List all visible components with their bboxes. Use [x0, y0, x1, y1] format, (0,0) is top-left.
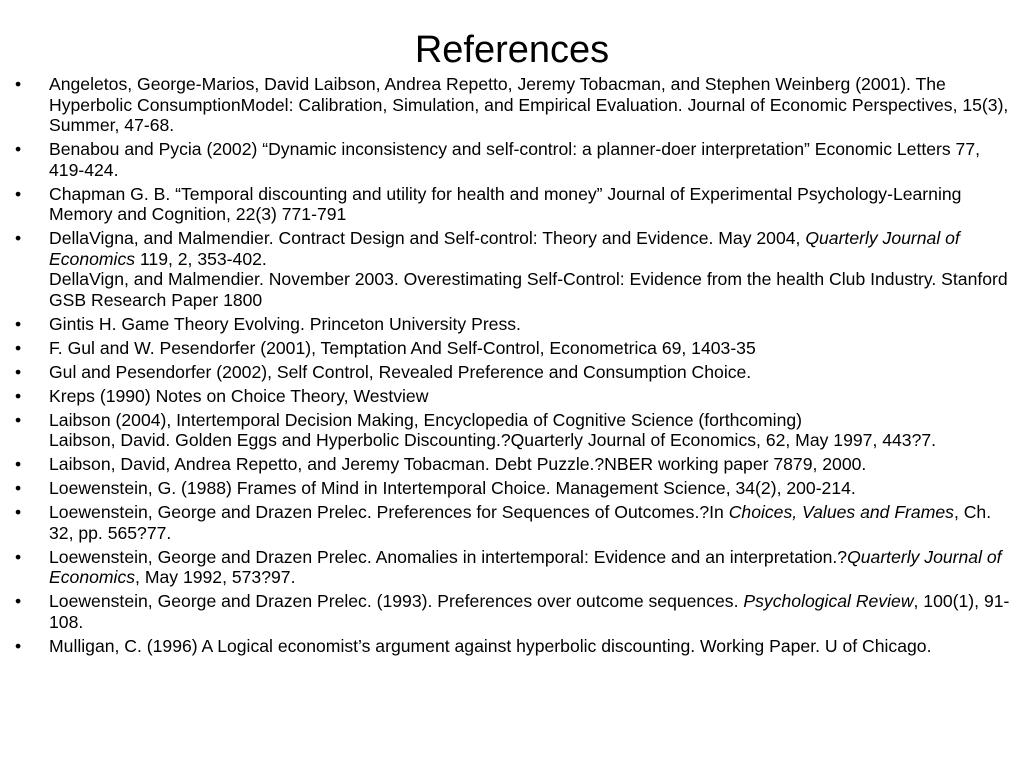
bullet-icon: • [15, 502, 22, 522]
reference-line [49, 502, 1010, 543]
reference-segment: Angeletos, George-Marios, David Laibson, Andrea Repetto, Jeremy Tobacman, and Stephen Weinberg (2001). The Hyperbolic ConsumptionModel: Calibration, Simulation, and Empirical Evaluation. Journal of Economic Perspectives, 15(3), Summer, 47-68. [49, 74, 1009, 135]
reference-line [49, 184, 1010, 225]
reference-text [49, 636, 1010, 657]
reference-italic-title: Psychological Review [743, 591, 914, 611]
bullet-icon: • [15, 385, 22, 406]
bullet-icon: • [15, 409, 22, 430]
reference-segment: DellaVign, and Malmendier. November 2003. Overestimating Self-Control: Evidence from the health Club Industry. Stanford GSB Research Paper 1800 [49, 269, 1008, 310]
reference-text [49, 454, 1010, 475]
reference-segment: Loewenstein, G. (1988) Frames of Mind in Intertemporal Choice. Management Science, 34(2), 200-214. [49, 478, 856, 498]
reference-italic-title: Quarterly Journal of Economics [49, 228, 960, 269]
reference-item [0, 338, 1024, 359]
reference-item [0, 184, 1024, 225]
reference-segment: , May 1992, 573?97. [135, 567, 296, 587]
reference-line [49, 338, 1010, 359]
bullet-icon: • [15, 361, 22, 382]
reference-text [49, 478, 1010, 499]
reference-line [49, 591, 1010, 632]
reference-segment: Gintis H. Game Theory Evolving. Princeton University Press. [49, 313, 521, 334]
reference-text [49, 139, 1010, 180]
reference-text [49, 228, 1010, 310]
reference-segment: 119, 2, 353-402. [135, 248, 267, 269]
reference-text [49, 502, 1010, 543]
reference-text [49, 74, 1010, 136]
reference-segment: DellaVigna, and Malmendier. Contract Design and Self-control: Theory and Evidence. May 2004, [49, 228, 806, 248]
reference-italic-title: Quarterly Journal of Economics [49, 546, 1002, 587]
reference-line [49, 636, 1010, 657]
reference-segment: , Ch. 32, pp. 565?77. [49, 502, 992, 543]
reference-line [49, 547, 1010, 588]
reference-segment: Mulligan, C. (1996) A Logical economist’s argument against hyperbolic discounting. Working Paper. U of Chicago. [49, 635, 932, 656]
reference-text [49, 362, 1010, 383]
reference-line [49, 430, 1010, 451]
reference-text [49, 386, 1010, 407]
reference-segment: Loewenstein, George and Drazen Prelec. Preferences for Sequences of Outcomes.?In [49, 502, 729, 522]
reference-line [49, 454, 1010, 475]
bullet-icon: • [15, 139, 22, 159]
reference-text [49, 184, 1010, 225]
reference-segment: Chapman G. B. “Temporal discounting and utility for health and money” Journal of Experimental Psychology-Learning Memory and Cognition, 22(3) 771-791 [49, 183, 962, 224]
reference-text [49, 547, 1010, 588]
bullet-icon: • [15, 74, 22, 94]
reference-text [49, 410, 1010, 451]
reference-italic-title: Choices, Values and Frames [728, 502, 954, 522]
reference-segment: Loewenstein, George and Drazen Prelec. Anomalies in intertemporal: Evidence and an interpretation.? [49, 546, 848, 567]
reference-item [0, 386, 1024, 407]
bullet-icon: • [15, 337, 22, 358]
reference-segment: Laibson, David. Golden Eggs and Hyperbolic Discounting.?Quarterly Journal of Economics, 62, May 1997, 443?7. [49, 430, 937, 450]
bullet-icon: • [15, 635, 22, 656]
reference-item [0, 591, 1024, 632]
reference-line [49, 74, 1010, 136]
reference-list [0, 74, 1024, 660]
bullet-icon: • [15, 228, 22, 248]
bullet-icon: • [15, 454, 22, 474]
bullet-icon: • [15, 183, 22, 204]
reference-item [0, 228, 1024, 310]
page-title: References [414, 29, 610, 71]
reference-segment: Kreps (1990) Notes on Choice Theory, Westview [49, 385, 429, 406]
reference-item [0, 362, 1024, 383]
reference-text [49, 591, 1010, 632]
reference-item [0, 410, 1024, 451]
bullet-icon: • [15, 591, 22, 611]
reference-segment: F. Gul and W. Pesendorfer (2001), Temptation And Self-Control, Econometrica 69, 1403-35 [49, 337, 756, 358]
reference-line [49, 314, 1010, 335]
reference-segment: Laibson (2004), Intertemporal Decision Making, Encyclopedia of Cognitive Science (forthcoming) [49, 409, 803, 430]
reference-line [49, 478, 1010, 499]
reference-segment: Benabou and Pycia (2002) “Dynamic inconsistency and self-control: a planner-doer interpretation” Economic Letters 77, 419-424. [49, 139, 981, 180]
bullet-icon: • [15, 546, 22, 567]
reference-item [0, 74, 1024, 136]
reference-item [0, 454, 1024, 475]
reference-item [0, 139, 1024, 180]
reference-item [0, 314, 1024, 335]
reference-line [49, 139, 1010, 180]
reference-segment: Loewenstein, George and Drazen Prelec. (1993). Preferences over outcome sequences. [49, 591, 744, 611]
reference-line [49, 386, 1010, 407]
reference-item [0, 478, 1024, 499]
bullet-icon: • [15, 478, 22, 498]
reference-item [0, 636, 1024, 657]
reference-line [49, 269, 1010, 310]
reference-text [49, 338, 1010, 359]
reference-item [0, 502, 1024, 543]
reference-text [49, 314, 1010, 335]
reference-segment: , 100(1), 91-108. [49, 591, 1010, 632]
reference-line [49, 228, 1010, 269]
reference-item [0, 547, 1024, 588]
reference-line [49, 410, 1010, 431]
bullet-icon: • [15, 313, 22, 334]
reference-segment: Gul and Pesendorfer (2002), Self Control, Revealed Preference and Consumption Choice. [49, 361, 752, 382]
reference-line [49, 362, 1010, 383]
reference-segment: Laibson, David, Andrea Repetto, and Jeremy Tobacman. Debt Puzzle.?NBER working paper 7879, 2000. [49, 454, 867, 474]
